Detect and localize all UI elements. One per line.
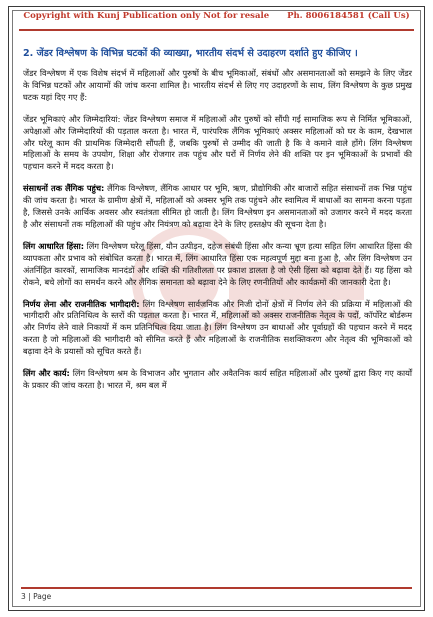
question-title: 2. जेंडर विश्लेषण के विभिन्न घटकों की व्याख्या, भारतीय संदर्भ से उदाहरण दर्शाते हुए कीजिए । <box>23 48 358 59</box>
paragraph-heading: लिंग आधारित हिंसा: <box>23 240 85 251</box>
paragraph-gender-work <box>23 368 412 392</box>
paragraph-resource-access <box>23 183 412 231</box>
paragraph-text: जेंडर विश्लेषण में एक विशेष संदर्भ में महिलाओं और पुरुषों के बीच भूमिकाओं, संबंधों और असमानताओं को समझने के लिए जेंडर के विभिन्न घटकों और आयामों की जांच करना शामिल है। भारतीय संदर्भ से लिए गए उदाहरणों के साथ, लिंग विश्लेषण के कुछ प्रमुख घटक यहां दिए गए हैं: <box>23 68 412 102</box>
copyright-notice: Copyright with Kunj Publication only Not for resale <box>23 11 270 21</box>
paragraph-text: लिंग विश्लेषण सार्वजनिक और निजी दोनों क्षेत्रों में निर्णय लेने की प्रक्रिया में महिलाओं की भागीदारी और प्रतिनिधित्व के स्तरों की पड़ताल करता है। भारत में, महिलाओं को अक्सर राजनीतिक नेतृत्व के पदों, कॉर्पोरेट बोर्डरूम और निर्णय लेने वाले निकायों में कम प्रतिनिधित्व दिया जाता है। लिंग विश्लेषण उन बाधाओं और पूर्वाग्रहों की पहचान करने में मदद करता है जो महिलाओं की भागीदारी को सीमित करते हैं और महिलाओं के राजनीतिक सशक्तिकरण और नेतृत्व की भूमिकाओं को बढ़ावा देने के प्रयासों को सूचित करते हैं। <box>23 298 412 357</box>
header-rule <box>19 29 414 31</box>
paragraph-text: लिंग विश्लेषण श्रम के विभाजन और भुगतान और अवैतनिक कार्य सहित महिलाओं और पुरुषों द्वारा किए गए कार्यों के प्रकार की जांच करता है। भारत में, श्रम बल में <box>23 368 413 390</box>
page-content <box>23 47 412 402</box>
paragraph-text: लैंगिक विश्लेषण, लैंगिक आधार पर भूमि, ऋण, प्रौद्योगिकी और बाजारों सहित संसाधनों तक भिन्न पहुंच की जांच करता है। भारत के ग्रामीण क्षेत्रों में, महिलाओं को अक्सर भूमि तक पहुंचने और स्वामित्व में बाधाओं का सामना करना पड़ता है, जिससे उनके आर्थिक अवसर और स्वतंत्रता सीमित हो जाती है। लिंग विश्लेषण इन असमानताओं को उजागर करने में मदद करता है और संसाधनों तक महिलाओं की पहुंच और नियंत्रण को बढ़ावा देने के लिए हस्तक्षेप की सूचना देता है। <box>23 183 412 229</box>
paragraph-text: लिंग विश्लेषण घरेलू हिंसा, यौन उत्पीड़न, दहेज संबंधी हिंसा और कन्या भ्रूण हत्या सहित लिंग आधारित हिंसा की व्यापकता और प्रभाव को संबोधित करता है। भारत में, लिंग आधारित हिंसा एक महत्वपूर्ण मुद्दा बना हुआ है, और लिंग विश्लेषण उन अंतर्निहित कारकों, सामाजिक मानदंडों और शक्ति की गतिशीलता पर प्रकाश डालता है जो ऐसी हिंसा को बढ़ावा देते हैं। यह हिंसा को रोकने, बचे लोगों का समर्थन करने और लैंगिक समानता को बढ़ावा देने के लिए रणनीतियों और कार्यक्रमों की जानकारी देता है। <box>23 240 413 287</box>
paragraph-gender-roles <box>23 114 412 174</box>
footer-separator: | <box>28 592 34 601</box>
paragraph-heading: संसाधनों तक लैंगिक पहुंच: <box>23 183 105 194</box>
paragraph-heading: लिंग और कार्य: <box>23 368 70 379</box>
page-header <box>9 11 424 27</box>
contact-phone: Ph. 8006184581 (Call Us) <box>287 11 410 21</box>
page-footer <box>21 587 412 601</box>
page-number: 3 <box>21 592 26 601</box>
page-label: Page <box>33 592 52 601</box>
paragraph-decision-making <box>23 299 412 359</box>
document-page <box>8 6 425 611</box>
paragraph-text: जेंडर भूमिकाएं और जिम्मेदारियां: जेंडर विश्लेषण समाज में महिलाओं और पुरुषों को सौंपी गई सामाजिक रूप से निर्मित भूमिकाओं, अपेक्षाओं और जिम्मेदारियों की पड़ताल करता है। भारत में, पारंपरिक लैंगिक भूमिकाएं अक्सर महिलाओं को घर के काम, देखभाल और घरेलू काम की प्राथमिक जिम्मेदारी सौंपती हैं, जबकि पुरुषों से उम्मीद की जाती है कि वे कमाने वाले होंगे। लिंग विश्लेषण महिलाओं के समय के उपयोग, शिक्षा और रोजगार तक पहुंच और घरों में निर्णय लेने की शक्ति पर इन भूमिकाओं के प्रभावों की पहचान करने में मदद करता है। <box>23 113 412 172</box>
paragraph-heading: निर्णय लेना और राजनीतिक भागीदारी: <box>23 298 140 309</box>
paragraph-intro <box>23 68 412 104</box>
paragraph-gender-violence <box>23 241 412 289</box>
